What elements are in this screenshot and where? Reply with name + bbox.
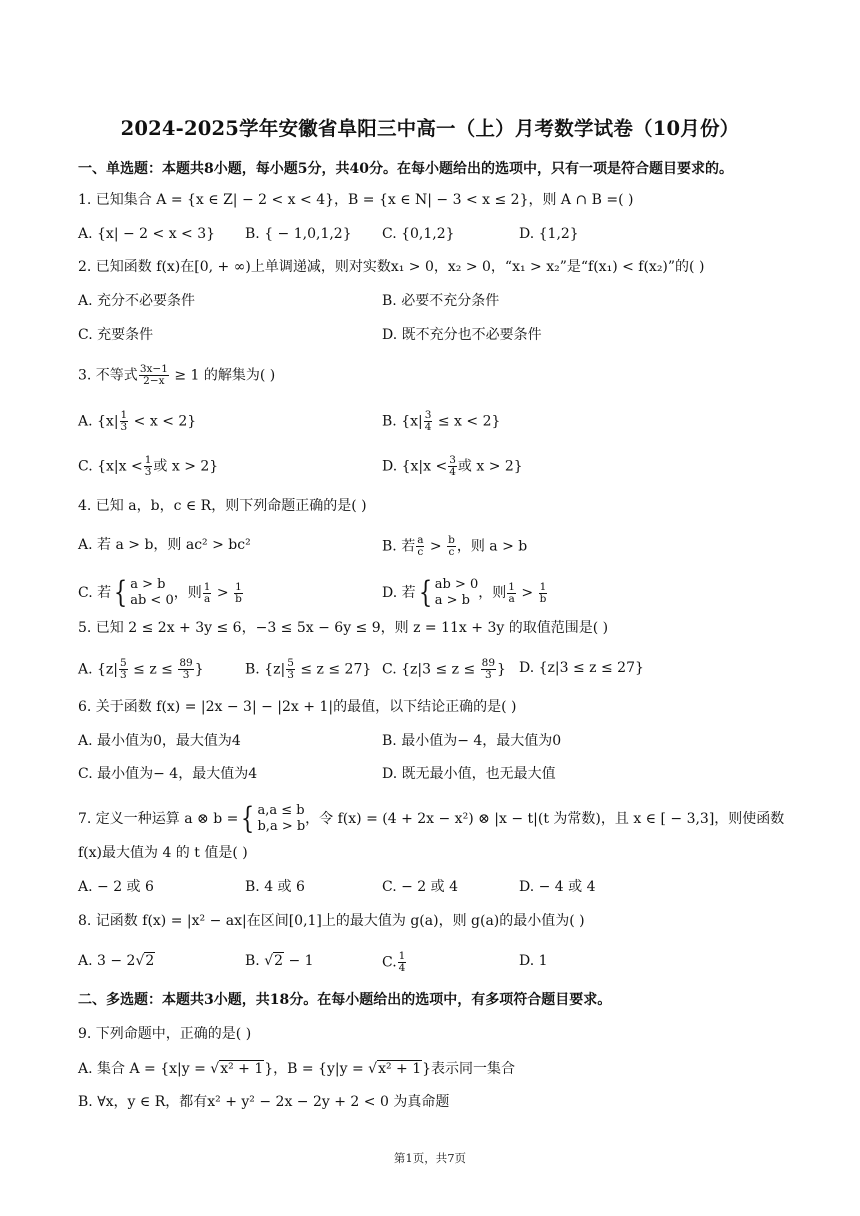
system-row: a,a ≤ b	[257, 803, 305, 818]
sqrt-icon: √	[135, 953, 145, 969]
option-text: ≤ z ≤ 27}	[300, 661, 372, 678]
option-text: }	[194, 661, 204, 678]
fraction-denominator: c	[417, 546, 424, 558]
fraction-denominator: 4	[424, 421, 432, 433]
question-3-prefix: 3. 不等式	[78, 367, 138, 384]
page-footer: 第1页，共7页	[393, 1151, 467, 1165]
option-text: A. 集合 A = {x|y =	[78, 1061, 206, 1077]
fraction-denominator: 4	[449, 466, 456, 478]
question-6-option-d: D. 既无最小值，也无最大值	[382, 766, 556, 782]
option-text: B. {x|	[382, 413, 423, 430]
sqrt-icon: √	[210, 1061, 220, 1077]
brace-system	[416, 577, 479, 609]
option-text: }	[497, 661, 506, 678]
question-9-option-b: B. ∀x，y ∈ R，都有x² + y² − 2x − 2y + 2 < 0 为真命题	[78, 1094, 450, 1110]
fraction-numerator: 89	[179, 657, 193, 669]
option-text: ≤ x < 2}	[437, 413, 501, 430]
option-text: >	[521, 585, 534, 601]
option-fraction	[424, 410, 433, 433]
option-fraction	[120, 410, 129, 433]
question-4-stem: 4. 已知 a，b，c ∈ R，则下列命题正确的是( )	[78, 498, 367, 514]
question-3-option-d	[382, 455, 523, 478]
option-fraction	[539, 582, 548, 605]
option-text: }表示同一集合	[422, 1061, 516, 1077]
option-text: C.	[382, 954, 397, 971]
fraction-denominator: 2−x	[143, 375, 165, 387]
option-fraction	[203, 582, 212, 605]
option-text: }，B = {y|y =	[264, 1061, 364, 1077]
fraction-numerator: 5	[120, 657, 127, 669]
question-7-option-c: C. − 2 或 4	[382, 879, 459, 895]
question-6-option-c: C. 最小值为− 4，最大值为4	[78, 766, 258, 782]
question-2-option-d: D. 既不充分也不必要条件	[382, 327, 542, 343]
question-3-option-b	[382, 410, 500, 433]
fraction-numerator: b	[448, 534, 455, 546]
question-4-option-d	[382, 577, 548, 609]
fraction-numerator: 1	[398, 950, 406, 962]
option-text: B. 若	[382, 538, 416, 555]
option-text: B. {z|	[245, 661, 286, 678]
question-8-option-b	[245, 951, 314, 971]
question-7-text: ，令 f(x) = (4 + 2x − x²) ⊗ |x − t|(t 为常数)，且 x ∈ [ − 3,3]，则使函数	[305, 811, 785, 827]
question-6-stem: 6. 关于函数 f(x) = |2x − 3| − |2x + 1|的最值，以下结论正确的是( )	[78, 699, 517, 715]
left-brace-icon: {	[241, 801, 255, 836]
fraction-numerator: 1	[144, 454, 152, 466]
fraction-denominator: b	[539, 592, 547, 605]
option-fraction	[507, 582, 516, 605]
option-text: C. 若	[78, 585, 112, 601]
fraction-denominator: 3	[144, 466, 152, 478]
fraction-numerator: 5	[287, 657, 294, 669]
fraction-numerator: 89	[481, 657, 496, 669]
system-row: ab < 0	[130, 593, 174, 608]
fraction-numerator: 1	[539, 580, 547, 593]
fraction-denominator: a	[508, 592, 515, 605]
option-text: C. {x|x <	[78, 458, 143, 475]
radicand: 2	[274, 953, 284, 969]
fraction-numerator: 3	[449, 454, 456, 466]
option-text: 或 x > 2}	[457, 458, 523, 475]
fraction-denominator: a	[203, 592, 211, 605]
question-8-option-a	[78, 951, 155, 971]
section-multiple-choice: 二、多选题：本题共3小题，共18分。在每小题给出的选项中，有多项符合题目要求。	[78, 992, 612, 1008]
fraction-numerator: a	[417, 534, 424, 546]
option-fraction	[286, 658, 295, 681]
fraction-denominator: 3	[485, 669, 492, 681]
radicand: 2	[145, 953, 155, 969]
option-text: − 1	[288, 953, 314, 969]
page-title: 2024-2025学年安徽省阜阳三中高一（上）月考数学试卷（10月份）	[120, 117, 740, 140]
fraction-denominator: 3	[120, 421, 128, 433]
question-4-option-a: A. 若 a > b，则 ac² > bc²	[78, 537, 251, 553]
question-3-suffix: ≥ 1 的解集为( )	[174, 367, 276, 384]
fraction-denominator: 4	[398, 962, 406, 974]
system-row: ab > 0	[434, 577, 479, 592]
question-7-stem-line-2: f(x)最大值为 4 的 t 值是( )	[78, 845, 248, 861]
radicand: x² + 1	[378, 1061, 422, 1077]
question-4-option-b	[382, 535, 527, 558]
fraction-numerator: 1	[120, 409, 128, 421]
question-4-option-c	[78, 577, 244, 609]
fraction-denominator: 3	[120, 669, 127, 681]
radicand: x² + 1	[220, 1061, 264, 1077]
question-6-option-a: A. 最小值为0，最大值为4	[78, 733, 241, 749]
question-1-option-b: B. { − 1,0,1,2}	[245, 226, 352, 242]
question-3-option-c	[78, 455, 218, 478]
sqrt-icon: √	[368, 1061, 378, 1077]
fraction-numerator: 3	[424, 409, 432, 421]
option-fraction	[178, 658, 193, 681]
question-2-option-a: A. 充分不必要条件	[78, 293, 196, 309]
fraction-numerator: 1	[235, 580, 242, 593]
question-1-option-a: A. {x| − 2 < x < 3}	[78, 226, 216, 242]
option-fraction	[448, 455, 457, 478]
question-1-option-d: D. {1,2}	[519, 226, 579, 242]
fraction-numerator: 1	[203, 580, 211, 593]
left-brace-icon: {	[418, 575, 432, 610]
question-9-stem: 9. 下列命题中，正确的是( )	[78, 1026, 252, 1042]
option-fraction	[447, 535, 456, 558]
fraction-denominator: 3	[182, 669, 190, 681]
sqrt-icon: √	[264, 953, 274, 969]
brace-system	[238, 803, 305, 835]
question-8-option-d: D. 1	[519, 953, 548, 969]
question-2-stem: 2. 已知函数 f(x)在[0, + ∞)上单调递减，则对实数x₁ > 0，x₂ > 0，“x₁ > x₂”是“f(x₁) < f(x₂)”的( )	[78, 259, 705, 275]
fraction-denominator: c	[448, 546, 455, 558]
option-text: ，则	[173, 585, 202, 601]
option-fraction	[234, 582, 243, 605]
option-text: A. {z|	[78, 661, 119, 678]
fraction-numerator: 3x−1	[139, 363, 168, 375]
question-3-fraction	[139, 364, 169, 387]
question-7-text: 7. 定义一种运算 a ⊗ b =	[78, 811, 239, 827]
question-2-option-b: B. 必要不充分条件	[382, 293, 500, 309]
question-7-option-d: D. − 4 或 4	[519, 879, 596, 895]
left-brace-icon: {	[113, 575, 128, 610]
question-2-option-c: C. 充要条件	[78, 327, 154, 343]
brace-system	[111, 577, 174, 609]
question-1-stem: 1. 已知集合 A = {x ∈ Z| − 2 < x < 4}，B = {x ∈ N| − 3 < x ≤ 2}，则 A ∩ B =( )	[78, 192, 634, 208]
option-text: ，则	[478, 585, 507, 601]
question-5-stem: 5. 已知 2 ≤ 2x + 3y ≤ 6，−3 ≤ 5x − 6y ≤ 9，则 z = 11x + 3y 的取值范围是( )	[78, 620, 609, 636]
question-1-option-c: C. {0,1,2}	[382, 226, 455, 242]
question-6-option-b: B. 最小值为− 4，最大值为0	[382, 733, 562, 749]
option-text: C. {z|3 ≤ z ≤	[382, 661, 476, 678]
option-text: < x < 2}	[133, 413, 197, 430]
option-fraction	[481, 658, 496, 681]
question-7-option-b: B. 4 或 6	[245, 879, 305, 895]
system-row: a > b	[434, 593, 470, 608]
system-row: b,a > b	[257, 819, 306, 834]
question-3-option-a	[78, 410, 196, 433]
option-text: ，则 a > b	[456, 538, 528, 555]
question-9-option-a	[78, 1059, 515, 1079]
option-fraction	[398, 951, 407, 974]
option-fraction	[144, 455, 153, 478]
fraction-numerator: 1	[508, 580, 515, 593]
question-3-stem	[78, 364, 798, 387]
fraction-denominator: b	[235, 592, 242, 605]
option-text: B.	[245, 953, 260, 969]
option-text: ≤ z ≤	[133, 661, 173, 678]
option-text: >	[216, 585, 229, 601]
question-7-stem	[78, 803, 798, 835]
question-5-option-a	[78, 658, 204, 681]
fraction-denominator: 3	[287, 669, 294, 681]
option-text: 或 x > 2}	[153, 458, 219, 475]
question-5-option-d: D. {z|3 ≤ z ≤ 27}	[519, 660, 644, 676]
option-text: >	[429, 538, 442, 555]
option-fraction	[119, 658, 128, 681]
option-text: A. 3 − 2	[78, 953, 136, 969]
option-text: D. 若	[382, 585, 416, 601]
question-8-option-c	[382, 951, 407, 974]
question-5-option-b	[245, 658, 371, 681]
option-fraction	[416, 535, 424, 558]
option-text: A. {x|	[78, 413, 119, 430]
question-5-option-c	[382, 658, 506, 681]
question-7-option-a: A. − 2 或 6	[78, 879, 154, 895]
section-single-choice: 一、单选题：本题共8小题，每小题5分，共40分。在每小题给出的选项中，只有一项是符合题目要求的。	[78, 161, 733, 177]
system-row: a > b	[130, 577, 166, 592]
option-text: D. {x|x <	[382, 458, 448, 475]
question-8-stem: 8. 记函数 f(x) = |x² − ax|在区间[0,1]上的最大值为 g(a)，则 g(a)的最小值为( )	[78, 913, 585, 929]
